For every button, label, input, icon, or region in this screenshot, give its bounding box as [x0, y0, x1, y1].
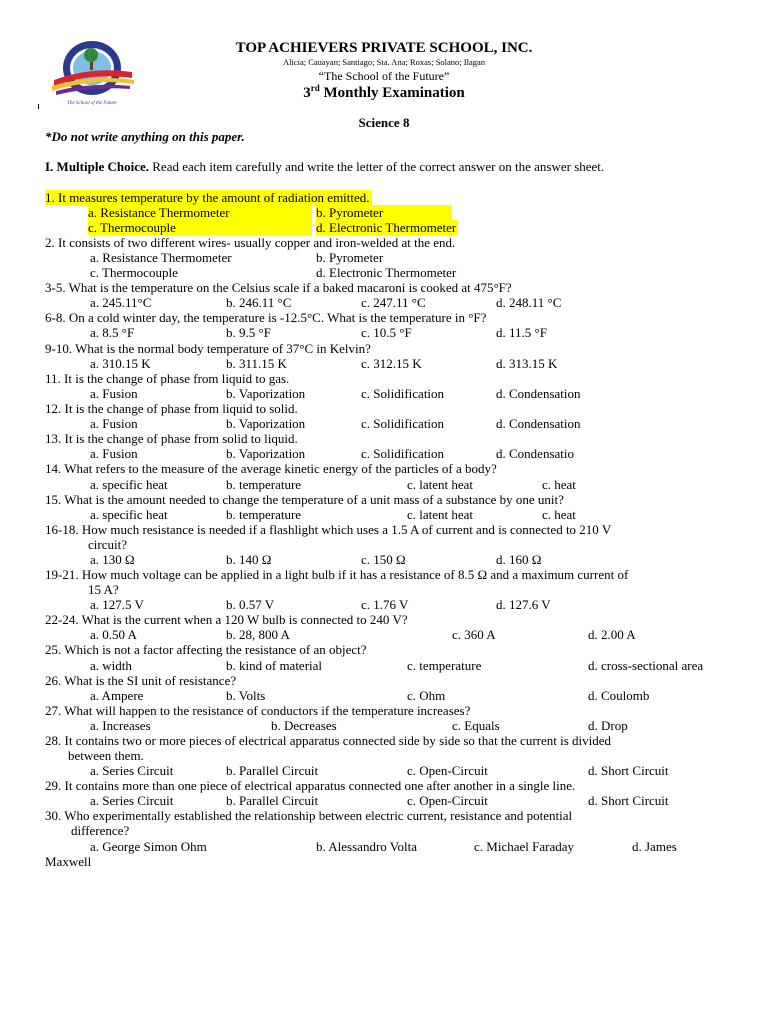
question-3-5: 3-5. What is the temperature on the Celsius scale if a baked macaroni is cooked at 475°F?: [45, 280, 512, 295]
option-22c: c. 360 A: [452, 627, 496, 642]
option-16d: d. 160 Ω: [496, 552, 542, 567]
question-15: 15. What is the amount needed to change the temperature of a unit mass of a substance by one unit?: [45, 492, 564, 507]
option-22d: d. 2.00 A: [588, 627, 636, 642]
option-13d: d. Condensatio: [496, 446, 574, 461]
question-27: 27. What will happen to the resistance of conductors if the temperature increases?: [45, 703, 471, 718]
option-12d: d. Condensation: [496, 416, 581, 431]
option-3a: a. 245.11°C: [90, 295, 152, 310]
option-30c: c. Michael Faraday: [474, 839, 574, 854]
option-9b: b. 311.15 K: [226, 356, 287, 371]
question-1: 1. It measures temperature by the amount of radiation emitted.: [45, 190, 370, 205]
option-12b: b. Vaporization: [226, 416, 306, 431]
option-27a: a. Increases: [90, 718, 151, 733]
question-30-continued: difference?: [71, 823, 130, 838]
option-9a: a. 310.15 K: [90, 356, 151, 371]
option-6c: c. 10.5 °F: [361, 325, 412, 340]
exam-title: 3rd Monthly Examination: [303, 83, 465, 101]
question-12: 12. It is the change of phase from liquid to solid.: [45, 401, 298, 416]
option-13c: c. Solidification: [361, 446, 445, 461]
option-12a: a. Fusion: [90, 416, 138, 431]
option-3b: b. 246.11 °C: [226, 295, 292, 310]
option-27b: b. Decreases: [271, 718, 337, 733]
question-25: 25. Which is not a factor affecting the resistance of an object?: [45, 642, 367, 657]
option-22b: b. 28, 800 A: [226, 627, 290, 642]
question-19-21: 19-21. How much voltage can be applied in a light bulb if it has a resistance of 8.5 Ω and a maximum current of: [45, 567, 629, 582]
option-9d: d. 313.15 K: [496, 356, 558, 371]
option-9c: c. 312.15 K: [361, 356, 422, 371]
option-3c: c. 247.11 °C: [361, 295, 426, 310]
paper-note: *Do not write anything on this paper.: [45, 129, 245, 144]
option-26a: a. Ampere: [90, 688, 144, 703]
option-19d: d. 127.6 V: [496, 597, 551, 612]
question-2: 2. It consists of two different wires- usually copper and iron-welded at the end.: [45, 235, 456, 250]
option-14d: c. heat: [542, 477, 576, 492]
school-address: Alicia; Cauayan; Santiago; Sta. Ana; Roxas; Solano; Ilagan: [282, 57, 486, 67]
option-1a: a. Resistance Thermometer: [88, 205, 312, 220]
option-6d: d. 11.5 °F: [496, 325, 547, 340]
instructions: I. Multiple Choice. Read each item carefully and write the letter of the correct answer on the answer sheet.: [45, 159, 605, 174]
option-3d: d. 248.11 °C: [496, 295, 562, 310]
option-19c: c. 1.76 V: [361, 597, 409, 612]
option-11c: c. Solidification: [361, 386, 445, 401]
school-name: TOP ACHIEVERS PRIVATE SCHOOL, INC.: [235, 40, 533, 56]
option-29b: b. Parallel Circuit: [226, 793, 319, 808]
option-14a: a. specific heat: [90, 477, 168, 492]
question-16-18-continued: circuit?: [88, 537, 127, 552]
option-15a: a. specific heat: [90, 507, 168, 522]
option-2a: a. Resistance Thermometer: [90, 250, 232, 265]
option-27c: c. Equals: [452, 718, 500, 733]
option-22a: a. 0.50 A: [90, 627, 137, 642]
option-30b: b. Alessandro Volta: [316, 839, 417, 854]
option-1b: b. Pyrometer: [316, 205, 452, 220]
option-28b: b. Parallel Circuit: [226, 763, 319, 778]
option-28c: c. Open-Circuit: [407, 763, 488, 778]
question-26: 26. What is the SI unit of resistance?: [45, 673, 237, 688]
option-26b: b. Volts: [226, 688, 266, 703]
option-15d: c. heat: [542, 507, 576, 522]
school-motto: “The School of the Future”: [318, 69, 450, 83]
question-14: 14. What refers to the measure of the average kinetic energy of the particles of a body?: [45, 461, 497, 476]
option-14c: c. latent heat: [407, 477, 474, 492]
option-25a: a. width: [90, 658, 132, 673]
question-13: 13. It is the change of phase from solid to liquid.: [45, 431, 298, 446]
option-2d: d. Electronic Thermometer: [316, 265, 457, 280]
option-13a: a. Fusion: [90, 446, 138, 461]
option-16b: b. 140 Ω: [226, 552, 272, 567]
option-30d-wrap: Maxwell: [45, 854, 92, 869]
option-29c: c. Open-Circuit: [407, 793, 488, 808]
option-26c: c. Ohm: [407, 688, 446, 703]
option-2c: c. Thermocouple: [90, 265, 178, 280]
option-19b: b. 0.57 V: [226, 597, 275, 612]
option-25c: c. temperature: [407, 658, 482, 673]
question-30: 30. Who experimentally established the relationship between electric current, resistance and potential: [45, 808, 573, 823]
subject-title: Science 8: [358, 115, 410, 130]
option-15c: c. latent heat: [407, 507, 474, 522]
option-2b: b. Pyrometer: [316, 250, 384, 265]
question-29: 29. It contains more than one piece of electrical apparatus connected one after another in a single line.: [45, 778, 576, 793]
option-1d: d. Electronic Thermometer: [316, 220, 457, 235]
question-19-21-continued: 15 A?: [88, 582, 119, 597]
option-12c: c. Solidification: [361, 416, 445, 431]
question-22-24: 22-24. What is the current when a 120 W bulb is connected to 240 V?: [45, 612, 408, 627]
option-14b: b. temperature: [226, 477, 302, 492]
question-11: 11. It is the change of phase from liquid to gas.: [45, 371, 290, 386]
option-30a: a. George Simon Ohm: [90, 839, 207, 854]
option-26d: d. Coulomb: [588, 688, 650, 703]
option-29a: a. Series Circuit: [90, 793, 174, 808]
option-29d: d. Short Circuit: [588, 793, 669, 808]
option-6a: a. 8.5 °F: [90, 325, 135, 340]
option-28d: d. Short Circuit: [588, 763, 669, 778]
question-16-18: 16-18. How much resistance is needed if a flashlight which uses a 1.5 A of current and is connected to 210 V: [45, 522, 612, 537]
option-6b: b. 9.5 °F: [226, 325, 271, 340]
option-16a: a. 130 Ω: [90, 552, 135, 567]
option-28a: a. Series Circuit: [90, 763, 174, 778]
question-28: 28. It contains two or more pieces of electrical apparatus connected side by side so that the current is divided: [45, 733, 612, 748]
option-1c: c. Thermocouple: [88, 220, 312, 235]
option-30d: d. James: [632, 839, 677, 854]
option-19a: a. 127.5 V: [90, 597, 144, 612]
option-11d: d. Condensation: [496, 386, 581, 401]
option-11b: b. Vaporization: [226, 386, 306, 401]
margin-mark: [38, 104, 39, 109]
option-27d: d. Drop: [588, 718, 628, 733]
option-11a: a. Fusion: [90, 386, 138, 401]
option-16c: c. 150 Ω: [361, 552, 406, 567]
option-15b: b. temperature: [226, 507, 302, 522]
question-28-continued: between them.: [68, 748, 144, 763]
option-25d: d. cross-sectional area: [588, 658, 704, 673]
option-13b: b. Vaporization: [226, 446, 306, 461]
option-25b: b. kind of material: [226, 658, 323, 673]
question-6-8: 6-8. On a cold winter day, the temperature is -12.5°C. What is the temperature in °F?: [45, 310, 487, 325]
question-9-10: 9-10. What is the normal body temperature of 37°C in Kelvin?: [45, 341, 371, 356]
svg-text:The School of the Future: The School of the Future: [67, 101, 117, 106]
